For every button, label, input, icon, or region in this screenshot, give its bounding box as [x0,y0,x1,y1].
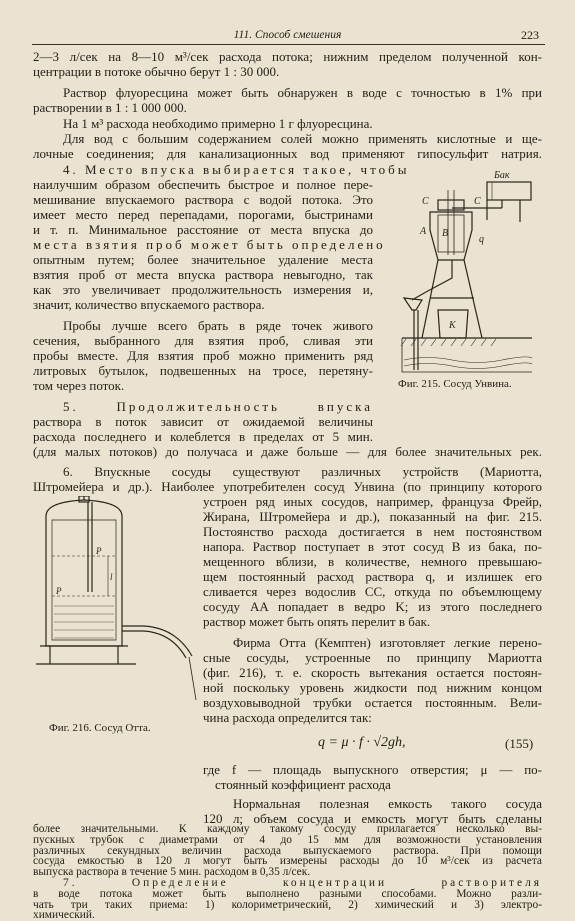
text-line: различных секундных величин расхода выпускаемого раствора. При помощи [33,844,542,857]
text-line: (фиг. 216), т. е. скорость вытекания остается постоян- [203,665,542,680]
text-line: стоянный коэффициент расхода [215,777,391,792]
text-line: растворении в 1 : 1 000 000. [33,100,187,115]
running-header [0,27,575,45]
header-rule [32,44,545,45]
text-line: 7. Определение концентрации растворителя [63,877,542,889]
text-line: лочные соединения; для канализационных вод применяют гипосульфит натрия. [33,146,542,161]
text-line: мещенного вблизи, в количестве, немного превышаю- [203,554,542,569]
text-line: Фирма Отта (Кемптен) изготовляет легкие перено- [233,635,542,650]
figure-label: В [442,228,449,239]
formula-155: q = μ · f · √2gh, [318,735,406,750]
text-line: Постоянство расхода достигается в нем постоянством [203,524,542,539]
text-line: ной поскольку уровень жидкости под нижним концом [203,680,542,695]
text-line: где f — площадь выпускного отверстия; μ — по- [203,762,542,777]
text-line: сосуду AA попадает в ведро K; из этого последнего [203,599,542,614]
text-line: сечения, выбранного для взятия проб, сливая эти [33,333,373,348]
text-line: раствор может быть опять перелит в бак. [203,614,431,629]
text-line: пробы вместе. Для взятия проб можно применить ряд [33,348,373,363]
text-line: 6. Впускные сосуды существуют различных устройств (Мариотта, [63,464,542,479]
text-line: более значительными. К каждому такому сосуду прилагается несколько вы- [33,823,542,835]
text-line: выпуска раствора в течение 5 мин. расходом в 0,35 л/сек. [33,866,311,879]
text-line: сосуда емкостью в 120 л могут быть измерены расходы до 10 м³/сек из расчета [33,855,542,868]
text-line: чать три таких приема: 1) колориметрический, 2) химический и 3) электро- [33,898,542,911]
text-line: щем постоянный расход раствора q, и излишек его [203,569,542,584]
text-line: и т. п. Минимальное расстояние от места впуска до [33,222,373,237]
text-line: мешивание впускаемого раствора с водой потока. Это [33,192,373,207]
text-line: сливается через водослив CC, откуда по объемлющему [203,584,542,599]
text-line: 4. Место впуска выбирается такое, чтобы [63,162,410,177]
figure-label: С [474,196,481,207]
figure-215-caption: Фиг. 215. Сосуд Унвина. [398,378,512,390]
text-line: Для вод с большим содержанием солей можно применять кислотные и ще- [63,131,542,146]
section-title: 111. Способ смешения [233,29,342,41]
figure-label: С [422,196,429,207]
text-line: литровых бутылок, подвешенных на тросе, перетяну- [33,363,373,378]
text-line: опытным путем; более значительное удаление места [33,252,373,267]
figure-label: P [56,586,62,596]
figure-label: А [420,226,427,237]
figure-label: q [479,234,484,245]
text-line: 2—3 л/сек на 8—10 м³/сек расхода потока; нижним пределом полученной кон- [33,49,542,64]
text-line: пускных трубок с диаметрами от 4 до 15 мм для возможности установления [33,833,542,846]
text-line: значит, количество впускаемого раствора. [33,297,265,312]
text-line: центрации в потоке обычно берут 1 : 30 000. [33,64,280,79]
text-line: Штромейера и др.). Наиболее употребителен сосуд Унвина (по принципу которого [33,479,542,494]
text-line: наилучшим образом обеспечить быстрое и полное пере- [33,177,373,192]
text-line: Пробы лучше всего брать в ряде точек живого [63,318,373,333]
figure-label: Бак [494,170,510,181]
text-line: Раствор флуоресцина может быть обнаружен в воде с точностью в 1% при [63,85,542,100]
text-line: имеет место перед перепадами, порогами, быстринами [33,207,373,222]
text-line: химический. [33,909,95,921]
text-line: места взятия проб может быть определено [33,237,386,252]
text-line: взятия проб от места впуска раствора невыгодно, так [33,267,373,282]
text-line: (для малых потоков) до получаса и даже больше — для более значительных рек. [33,444,542,459]
figure-label: К [449,320,456,331]
text-line: Жирана, Штромейера и др.), показанный на фиг. 215. [203,509,542,524]
page-number: 223 [521,28,539,42]
text-line: раствора в поток зависит от ожидаемой величины [33,414,373,429]
text-line: 5. Продолжительность впуска [63,399,373,414]
text-line: На 1 м³ расхода необходимо примерно 1 г флуоресцина. [63,116,373,131]
text-line: чина расхода определится так: [203,710,372,725]
text-line: расхода последнего и колеблется в пределах от 5 мин. [33,429,373,444]
text-line: 120 л; объем сосуда и емкость могут быть сделаны [203,811,542,826]
text-line: в воде потока может быть выполнено разными способами. Можно разли- [33,887,542,900]
figure-label: l [110,572,113,582]
text-line: устроен ряд иных сосудов, например, француза Фрейр, [203,494,542,509]
text-line: напора. Раствор поступает в этот сосуд B из бака, по- [203,539,542,554]
figure-label: P [96,546,102,556]
figure-216-ott-vessel [26,496,202,716]
text-line: сные сосуды, устроенные по принципу Мариотта [203,650,542,665]
figure-216-caption: Фиг. 216. Сосуд Отта. [49,722,151,734]
figure-215-unwin-vessel [382,160,542,382]
text-line: том через поток. [33,378,125,393]
text-line: как это увеличивает продолжительность измерения и, [33,282,373,297]
formula-number: (155) [505,736,534,751]
text-line: Нормальная полезная емкость такого сосуда [233,796,542,811]
text-line: воздуховыводной трубки остается постоянным. Вели- [203,695,542,710]
